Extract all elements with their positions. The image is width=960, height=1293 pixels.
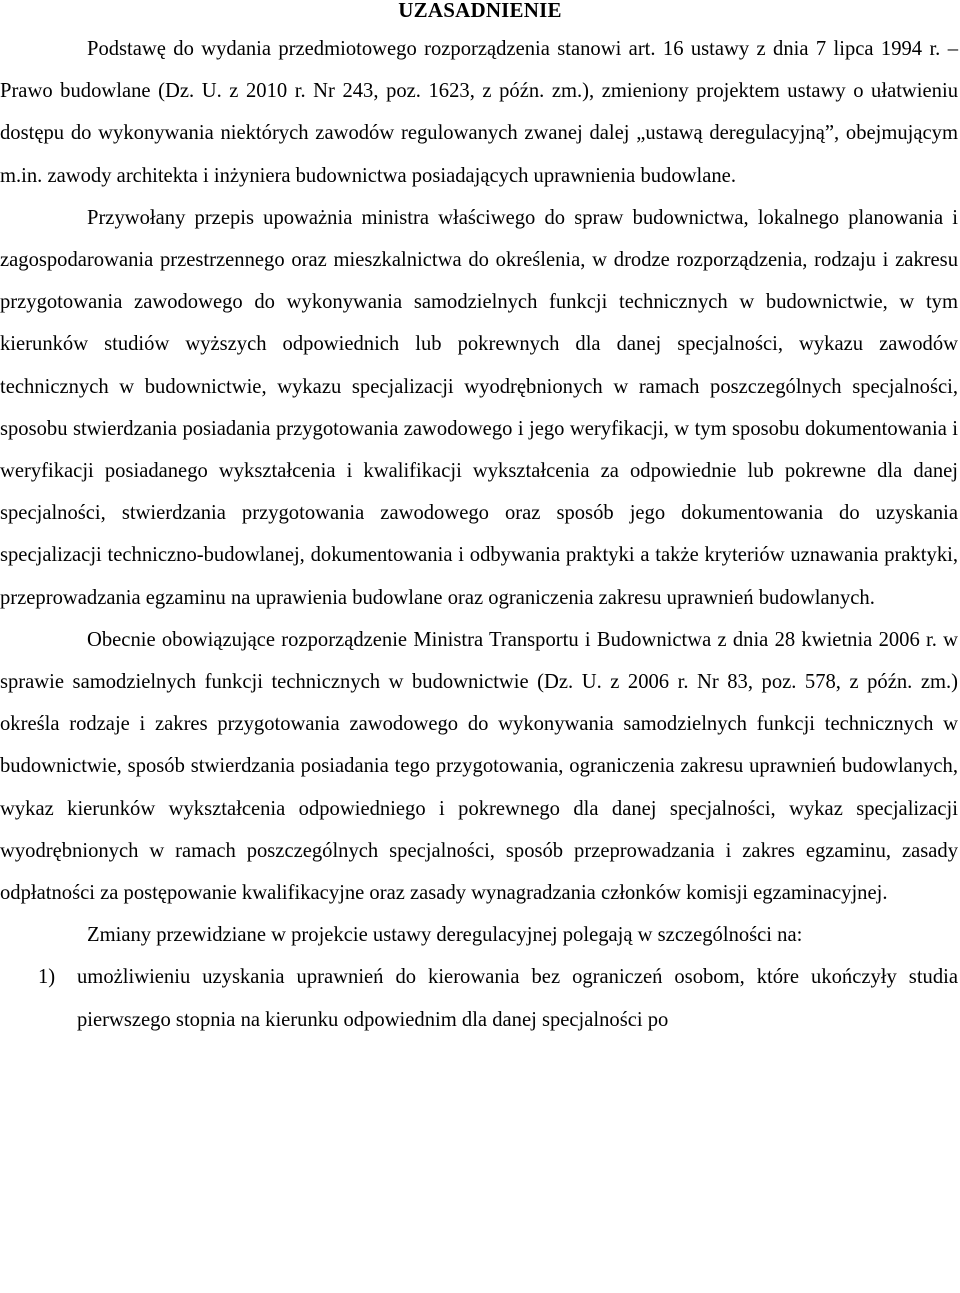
paragraph-current-regulation: Obecnie obowiązujące rozporządzenie Ministra Transportu i Budownictwa z dnia 28 kwietnia 2006 r. w sprawie samodzielnych funkcji technicznych w budownictwie (Dz. U. z 2006 r. Nr 83, poz. 578, z późn. zm.) określa rodzaje i zakres przygotowania zawodowego do wykonywania samodzielnych funkcji technicznych w budownictwie, sposób stwierdzania posiadania tego przygotowania, ograniczenia zakresu uprawnień budowlanych, wykaz kierunków wykształcenia odpowiedniego i pokrewnego dla danej specjalności, wykaz specjalizacji wyodrębnionych w ramach poszczególnych specjalności, sposób przeprowadzania i zakres egzaminu, zasady odpłatności za postępowanie kwalifikacyjne oraz zasady wynagradzania członków komisji egzaminacyjnej. — [0, 628, 958, 905]
list-item-number: 1) — [38, 966, 56, 989]
list-item — [0, 956, 960, 1040]
paragraph-changes-intro: Zmiany przewidziane w projekcie ustawy deregulacyjnej polegają w szczególności na: — [87, 924, 803, 947]
paragraph-legal-basis: Podstawę do wydania przedmiotowego rozporządzenia stanowi art. 16 ustawy z dnia 7 lipca 1994 r. – Prawo budowlane (Dz. U. z 2010 r. Nr 243, poz. 1623, z późn. zm.), zmieniony projektem ustawy o ułatwieniu dostępu do wykonywania niektórych zawodów regulowanych zwanej dalej „ustawą deregulacyjną”, obejmującym m.in. zawody architekta i inżyniera budownictwa posiadających uprawnienia budowlane. — [0, 38, 958, 187]
document-title: UZASADNIENIE — [398, 0, 562, 22]
list-item-text: umożliwieniu uzyskania uprawnień do kierowania bez ograniczeń osobom, które ukończyły studia pierwszego stopnia na kierunku odpowiednim dla danej specjalności po — [77, 966, 958, 1031]
paragraph-authorization-scope: Przywołany przepis upoważnia ministra właściwego do spraw budownictwa, lokalnego planowania i zagospodarowania przestrzennego oraz mieszkalnictwa do określenia, w drodze rozporządzenia, rodzaju i zakresu przygotowania zawodowego do wykonywania samodzielnych funkcji technicznych w budownictwie, w tym kierunków studiów wyższych odpowiednich lub pokrewnych dla danej specjalności, wykazu zawodów technicznych w budownictwie, wykazu specjalizacji wyodrębnionych w ramach poszczególnych specjalności, sposobu stwierdzania posiadania przygotowania zawodowego i jego weryfikacji, w tym sposobu dokumentowania i weryfikacji posiadanego wykształcenia i kwalifikacji wykształcenia za odpowiednie lub pokrewne dla danej specjalności, stwierdzania przygotowania zawodowego oraz sposób jego dokumentowania do uzyskania specjalizacji techniczno-budowlanej, dokumentowania i odbywania praktyki a także kryteriów uznawania praktyki, przeprowadzania egzaminu na uprawienia budowlane oraz ograniczenia zakresu uprawnień budowlanych. — [0, 206, 958, 609]
